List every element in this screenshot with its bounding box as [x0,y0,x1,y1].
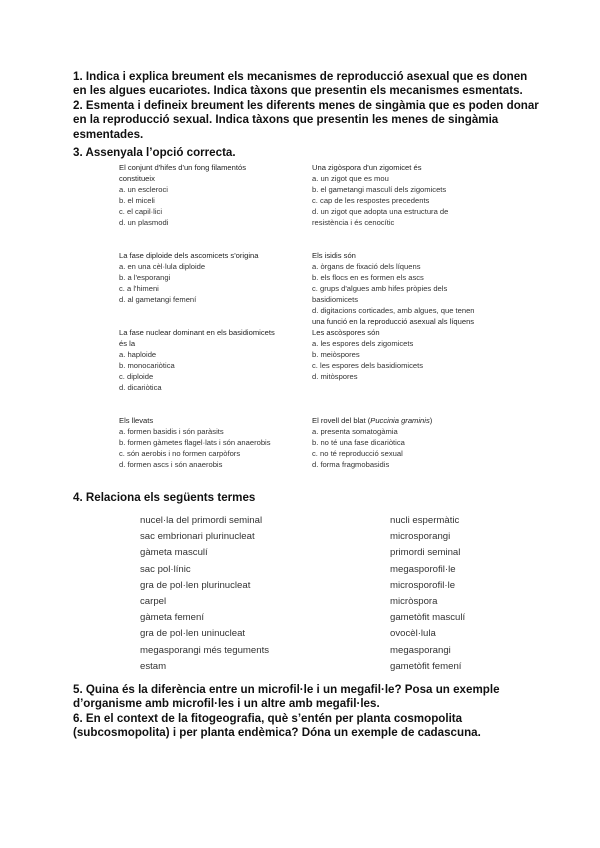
relate-term: sac embrionari plurinucleat [140,531,255,543]
question-2: 2. Esmenta i defineix breument les diferents menes de singàmia que es poden donar en la reproducció sexual. Indica tàxons que presentin les menes de singàmia esmentades. [73,98,539,141]
mc-option: b. meiòspores [312,350,360,359]
mc-option: c. a l'himeni [119,284,159,293]
relate-term: megasporofil·le [390,563,456,575]
mc-option: c. no té reproducció sexual [312,449,403,458]
mc-stem-line: Els isidis són [312,251,356,260]
relate-term: gàmeta femení [140,612,204,624]
mc-option: d. digitacions corticades, amb algues, que tenen [312,306,475,315]
mc-stem-line: Els llevats [119,416,154,425]
relate-term: sac pol·línic [140,563,191,575]
mc-item-ascospores [312,316,497,382]
relate-left-column [140,513,269,675]
mc-option: a. formen basidis i són paràsits [119,427,224,436]
relate-term: nucel·la del primordi seminal [140,515,263,526]
mc-stem-line: és la [119,339,136,348]
mc-item-fong [119,162,304,228]
relate-term: microsporofil·le [390,579,456,591]
mc-stem-line: una funció en la reproducció asexual als líquens [312,317,475,326]
relate-term: gametòfit masculí [390,612,466,624]
relate-term: microsporangi [390,531,451,543]
mc-option: d. mitòspores [312,372,358,381]
mc-stem-line: Una zigòspora d'un zigomicet és [312,163,422,172]
mc-option: d. un plasmodi [119,218,169,227]
mc-option: a. en una cèl·lula diploide [119,262,206,271]
questions-1-2 [73,70,543,142]
question-1: 1. Indica i explica breument els mecanismes de reproducció asexual que es donen en les algues eucariotes. Indica tàxons que presentin els mecanismes esmentats. [73,70,528,98]
mc-option: c. són aerobis i no formen carpòfors [119,449,241,458]
mc-option: d. al gametangi femení [119,295,197,304]
mc-stem-prefix: El rovell del blat ( [312,416,371,425]
relate-term: estam [140,660,167,672]
mc-option: d. forma fragmobasidis [312,460,390,469]
mc-stem-line: La fase diploide dels ascomicets s'origina [119,251,259,260]
mc-option: d. formen ascs i són anaerobis [119,460,223,469]
relate-term: gra de pol·len uninucleat [140,628,246,640]
mc-stem-suffix: ) [429,416,433,425]
question-4: 4. Relaciona els següents termes [73,491,256,504]
mc-option: b. els flocs en es formen els ascs [312,273,424,282]
mc-option: d. dicariòtica [119,383,162,392]
mc-right-column [312,162,497,492]
mc-item-rovell [312,415,497,470]
question-5: 5. Quina és la diferència entre un microfil·le i un megafil·le? Posa un exemple d’organisme amb microfil·les i un altre amb megafil·les. [73,683,500,711]
mc-option: a. un zigot que es mou [312,174,389,183]
relate-term: primordi seminal [390,547,461,559]
questions-5-6 [73,683,543,741]
relate-term: megasporangi [390,644,451,656]
mc-item-zigospora [312,162,497,228]
mc-option: c. grups d'algues amb hifes pròpies dels [312,284,448,293]
relate-term: gra de pol·len plurinucleat [140,579,251,591]
mc-option: c. diploide [119,372,154,381]
mc-option: a. un escleroci [119,185,168,194]
mc-option: c. el capil·lici [119,207,163,216]
mc-stem-line: El conjunt d'hifes d'un fong filamentós [119,163,247,172]
mc-option: b. el miceli [119,196,155,205]
mc-option: a. òrgans de fixació dels líquens [312,262,421,271]
species-name: Puccinia graminis [370,416,430,425]
mc-item-basidiomicets [119,327,304,393]
mc-stem-line [312,415,497,426]
mc-option: b. formen gàmetes flagel·lats i són anaerobis [119,438,271,447]
question-3: 3. Assenyala l’opció correcta. [73,146,236,159]
relate-term: micròspora [390,595,438,607]
mc-item-ascomicets [119,250,304,305]
mc-option: basidiomicets [312,295,359,304]
mc-option: b. monocariòtica [119,361,175,370]
relate-term: carpel [140,595,167,607]
mc-left-column [119,162,304,492]
mc-option: a. haploide [119,350,157,359]
relate-term: gàmeta masculí [140,547,208,559]
mc-option: d. un zigot que adopta una estructura de [312,207,449,216]
mc-option: a. presenta somatogàmia [312,427,398,436]
relate-term: ovocèl·lula [390,628,436,640]
mc-option: a. les espores dels zigomicets [312,339,414,348]
relate-term: nucli espermàtic [390,515,460,526]
mc-option: resistència i és cenocític [312,218,395,227]
mc-item-llevats [119,415,304,470]
mc-item-isidis [312,250,497,316]
mc-stem-line: Les ascòspores són [312,328,380,337]
mc-option: b. a l'esporangi [119,273,171,282]
mc-option: c. les espores dels basidiomicets [312,361,424,370]
mc-option: b. el gametangi masculí dels zigomicets [312,185,447,194]
mc-option: b. no té una fase dicariòtica [312,438,405,447]
relate-term: megasporangi més teguments [140,644,270,656]
relate-term: gametòfit femení [390,660,462,672]
mc-option: c. cap de les respostes precedents [312,196,430,205]
mc-stem-line: constitueix [119,174,155,183]
mc-stem-line: La fase nuclear dominant en els basidiomicets [119,328,275,337]
relate-right-column [390,513,465,675]
question-6: 6. En el context de la fitogeografia, què s’entén per planta cosmopolita (subcosmopolita) i per planta endèmica? Dóna un exemple de cadascuna. [73,711,481,740]
